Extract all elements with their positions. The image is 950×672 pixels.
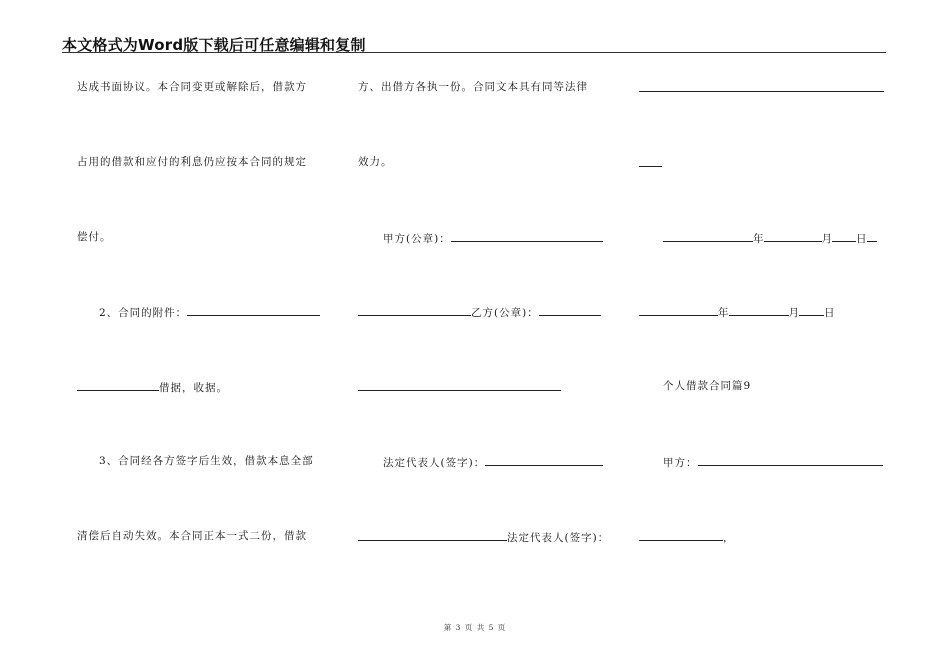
blank-line [639, 155, 662, 167]
receipt-blank [77, 379, 159, 391]
day-blank [799, 304, 824, 316]
col1-line-6: 3、合同经各方签字后生效，借款本息全部 [99, 455, 314, 467]
col3-line-7 [639, 529, 735, 545]
contract-section-title: 个人借款合同篇9 [663, 380, 752, 392]
legal-rep-blank-1 [485, 454, 603, 466]
legal-rep-pre-blank [358, 529, 507, 541]
comma: ， [723, 532, 735, 544]
col2-line-1: 方、出借方各执一份。合同文本具有同等法律 [358, 81, 588, 93]
col2-line-7 [358, 529, 609, 545]
trailing-blank [867, 230, 877, 242]
party-b-pre-blank [358, 304, 471, 316]
col1-line-1: 达成书面协议。本合同变更或解除后，借款方 [77, 81, 307, 93]
header-divider [62, 52, 886, 53]
legal-rep-label-1: 法定代表人(签字)： [383, 457, 486, 469]
party-b-seal-label: 乙方(公章)： [471, 307, 539, 319]
col2-line-4 [358, 304, 601, 320]
col1-line-3: 偿付。 [77, 231, 112, 243]
month-label: 月 [821, 233, 832, 245]
blank-line [358, 379, 561, 391]
party-a-blank [698, 454, 883, 466]
attachment-blank [187, 304, 320, 316]
day-label: 日 [856, 233, 867, 245]
col1-line-2: 占用的借款和应付的利息仍应按本合同的规定 [77, 156, 307, 168]
party-b-seal-blank [539, 304, 601, 316]
col3-line-2 [639, 155, 662, 171]
document-header-title: 本文格式为Word版下载后可任意编辑和复制 [62, 36, 366, 54]
col1-line-4 [99, 304, 320, 320]
day-label: 日 [824, 307, 835, 319]
legal-rep-label-2: 法定代表人(签字)： [507, 532, 610, 544]
year-label: 年 [753, 233, 764, 245]
party-a-seal-label: 甲方(公章)： [383, 233, 451, 245]
day-blank [832, 230, 856, 242]
party-a-label: 甲方： [663, 457, 698, 469]
col3-line-1 [639, 80, 884, 96]
year-label: 年 [718, 307, 729, 319]
page-number: 第 3 页 共 5 页 [443, 623, 507, 632]
month-label: 月 [788, 307, 799, 319]
col3-party-a [663, 454, 883, 470]
blank-line [639, 529, 723, 541]
month-blank [729, 304, 789, 316]
attachment-label: 2、合同的附件： [99, 307, 188, 319]
col1-line-7: 清偿后自动失效。本合同正本一式二份，借款 [77, 530, 307, 542]
col3-date-2 [639, 304, 835, 320]
col2-line-6 [383, 454, 603, 470]
col3-date-1 [663, 230, 877, 246]
month-blank [764, 230, 822, 242]
col1-line-5 [77, 379, 228, 395]
col2-line-3 [383, 230, 603, 246]
col2-line-5 [358, 379, 561, 395]
year-blank [639, 304, 718, 316]
blank-line [639, 80, 884, 92]
year-blank [663, 230, 753, 242]
receipt-text: 借据，收据。 [159, 382, 228, 394]
party-a-seal-blank [451, 230, 603, 242]
col2-line-2: 效力。 [358, 156, 393, 168]
